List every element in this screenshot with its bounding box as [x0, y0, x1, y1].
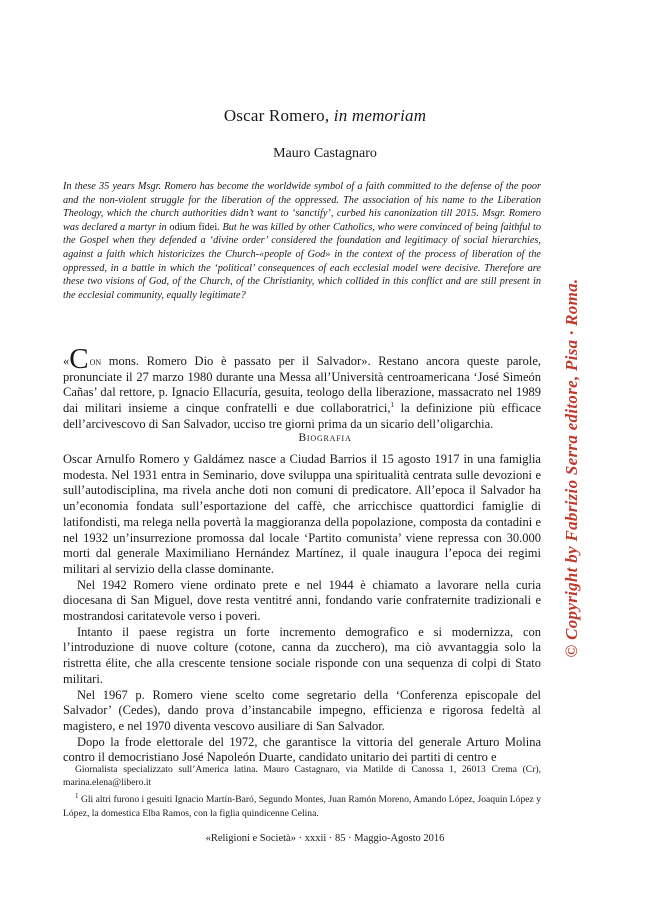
article-author: Mauro Castagnaro [273, 146, 377, 161]
section-heading: Biografia [298, 432, 352, 444]
abstract-odium-fidei: odium fidei [169, 221, 218, 233]
biography-paragraph-3: Intanto il paese registra un forte incremento demografico e si modernizza, con l’introduzione di nuove colture (cotone, canna da zucchero), ma ciò avvantaggia solo la ristretta élite, che alla crescente tensione sociale risponde con una sequenza di colpi di Stato militari. [63, 624, 541, 686]
footnote-1 [63, 793, 541, 819]
biography-paragraph-1: Oscar Arnulfo Romero y Galdámez nasce a Ciudad Barrios il 15 agosto 1917 in una famiglia modesta. Nel 1931 entra in Seminario, dove sviluppa una spiritualità centrata sulle devozioni e sull’autodisciplina, ma rivela anche doti non comuni di predicatore. All’epoca il Salvador ha un’economia fondata sull’esportazione del caffè, che arricchisce quattordici famiglie di latifondisti, ma relega nella povertà la maggioranza della popolazione, composta da contadini e nel 1932 un’insurrezione promossa dal locale ‘Partito comunista’ viene repressa con 30.000 morti dal generale Maximiliano Hernández Martínez, il quale inaugura l’epoca dei regimi militari al servizio della classe dominante. [63, 452, 541, 576]
footnotes [63, 763, 541, 824]
intro-text-2: la definizione più efficace dell’arcivescovo di San Salvador, ucciso tre giorni prima da un sicario dell’oligarchia. [63, 401, 541, 431]
abstract-part-2: . But he was killed by other Catholics, who were convinced of being faithful to the Gospel when they defended a ‘divine order’ considered the foundation and legitimacy of social hierarchies, against a faith which historicizes the Church-«people of God» in the context of the process of liberation of the oppressed, in a battle in which the ‘political’ consequences of each ecclesial model were decisive. Therefore are these two visions of God, of the Church, of the Christianity, which collided in this conflict and are still present in the ecclesial community, equally legitimate? [63, 221, 541, 301]
article-title-main: Oscar Romero, [223, 106, 330, 125]
copyright-watermark [555, 245, 589, 690]
intro-paragraph [63, 343, 541, 433]
article-title-italic: in memoriam [333, 106, 427, 125]
intro-quote-open: « [63, 354, 70, 368]
biography-paragraph-4: Nel 1967 p. Romero viene scelto come segretario della ‘Conferenza episcopale del Salvador’ (Cedes), dando prova d’instancabile impegno, efficienza e rigorosa fedeltà al magistero, e nel 1970 diventa vescovo ausiliare di San Salvador. [63, 687, 541, 733]
copyright-text: © Copyright by Fabrizio Serra editore, Pisa · Roma. [562, 278, 581, 657]
biography-section [63, 452, 541, 766]
intro-smallcaps: on [89, 354, 102, 368]
footnote-1-number: 1 [75, 792, 79, 801]
author-footnote: Giornalista specializzato sull’America latina. Mauro Castagnaro, via Matilde di Canossa 1, 26013 Crema (Cr), marina.elena@libero.it [63, 764, 541, 789]
footnote-1-text: Gli altri furono i gesuiti Ignacio Martín-Baró, Segundo Montes, Juan Ramón Moreno, Amando López, Joaquín López y López, la domestica Elba Ramos, con la figlia quindicenne Celina. [63, 794, 541, 819]
article-title [0, 106, 650, 126]
abstract [63, 180, 541, 302]
intro-dropcap: C [69, 343, 89, 375]
footnote-ref-1: 1 [390, 400, 394, 409]
intro-text-1: mons. Romero Dio è passato per il Salvador». Restano ancora queste parole, pronunciate il 27 marzo 1980 durante una Messa all’Università centroamericana ‘José Simeón Cañas’ dal rettore, p. Ignacio Ellacuría, gesuita, teologo della liberazione, massacrato nel 1989 dai militari insieme a cinque confratelli e due collaboratrici, [63, 354, 541, 416]
page-footer: «Religioni e Società» · xxxii · 85 · Maggio-Agosto 2016 [205, 833, 445, 844]
biography-paragraph-5: Dopo la frode elettorale del 1972, che garantisce la vittoria del generale Arturo Molina contro il democristiano José Napoleón Duarte, candidato unitario dei partiti di centro e [63, 734, 541, 765]
abstract-part-1: In these 35 years Msgr. Romero has become the worldwide symbol of a faith committed to the defense of the poor and the non-violent struggle for the liberation of the oppressed. The association of his name to the Liberation Theology, which the church authorities didn’t want to ‘sanctify’, curbed his canonization till 2015. Msgr. Romero was declared a martyr in [63, 181, 541, 233]
biography-paragraph-2: Nel 1942 Romero viene ordinato prete e nel 1944 è chiamato a lavorare nella curia diocesana di San Miguel, dove resta ventitré anni, fondando varie confraternite tradizionali e mostrandosi caritatevole verso i poveri. [63, 577, 541, 624]
